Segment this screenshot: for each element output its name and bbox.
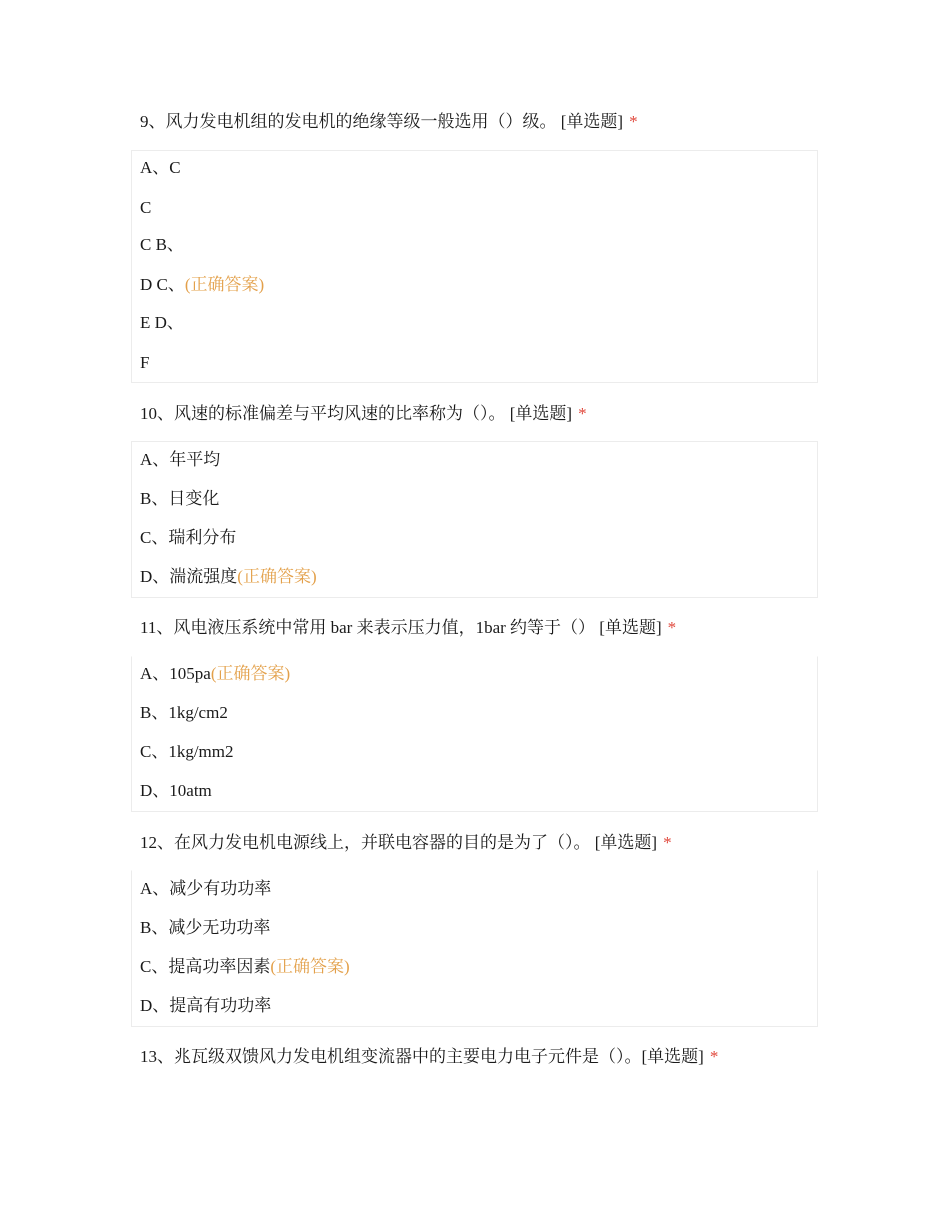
option-a[interactable]: A、C: [140, 158, 181, 177]
option-b[interactable]: B、日变化: [140, 489, 220, 508]
question-9-title: [140, 110, 638, 134]
question-title-text: 13、兆瓦级双馈风力发电机组变流器中的主要电力电子元件是（）。[单选题]: [140, 1047, 704, 1066]
question-title-text: 9、风力发电机组的发电机的绝缘等级一般选用（）级。 [单选题]: [140, 112, 624, 131]
question-12-options: [131, 870, 818, 1027]
option-b[interactable]: C: [140, 198, 152, 217]
option-a[interactable]: A、105pa(正确答案): [140, 664, 291, 683]
required-mark: *: [629, 112, 638, 131]
question-title-text: 12、在风力发电机电源线上，并联电容器的目的是为了（）。 [单选题]: [140, 833, 658, 852]
required-mark: *: [578, 404, 587, 423]
correct-answer-label: (正确答案): [270, 957, 350, 976]
required-mark: *: [663, 833, 672, 852]
option-d[interactable]: D、湍流强度(正确答案): [140, 567, 317, 586]
question-title-text: 10、风速的标准偏差与平均风速的比率称为（）。 [单选题]: [140, 404, 573, 423]
option-a[interactable]: A、减少有功功率: [140, 879, 272, 898]
required-mark: *: [709, 1047, 719, 1066]
question-11-title: [140, 616, 676, 640]
option-b[interactable]: B、1kg/cm2: [140, 703, 228, 722]
option-d[interactable]: D、10atm: [140, 781, 212, 800]
correct-answer-label: (正确答案): [237, 567, 317, 586]
option-c[interactable]: C、1kg/mm2: [140, 742, 234, 761]
correct-answer-label: (正确答案): [210, 664, 291, 683]
correct-answer-label: (正确答案): [184, 275, 265, 294]
question-10-title: [140, 402, 587, 426]
question-12-title: [140, 831, 672, 855]
required-mark: *: [667, 618, 677, 637]
question-title-text: 11、风电液压系统中常用 bar 来表示压力值，1bar 约等于（） [单选题]: [140, 618, 662, 637]
option-e[interactable]: E D、: [140, 313, 184, 332]
option-c[interactable]: C、瑞利分布: [140, 528, 237, 547]
option-c[interactable]: C B、: [140, 235, 184, 254]
option-a[interactable]: A、年平均: [140, 450, 221, 469]
option-b[interactable]: B、减少无功功率: [140, 918, 271, 937]
option-d[interactable]: D C、(正确答案): [140, 275, 265, 294]
option-d[interactable]: D、提高有功功率: [140, 996, 272, 1015]
question-10-options: [131, 441, 818, 598]
option-f[interactable]: F: [140, 353, 150, 372]
question-13-title: [140, 1045, 718, 1069]
question-11-options: [131, 656, 818, 812]
question-9-options: [131, 150, 818, 383]
option-c[interactable]: C、提高功率因素(正确答案): [140, 957, 350, 976]
